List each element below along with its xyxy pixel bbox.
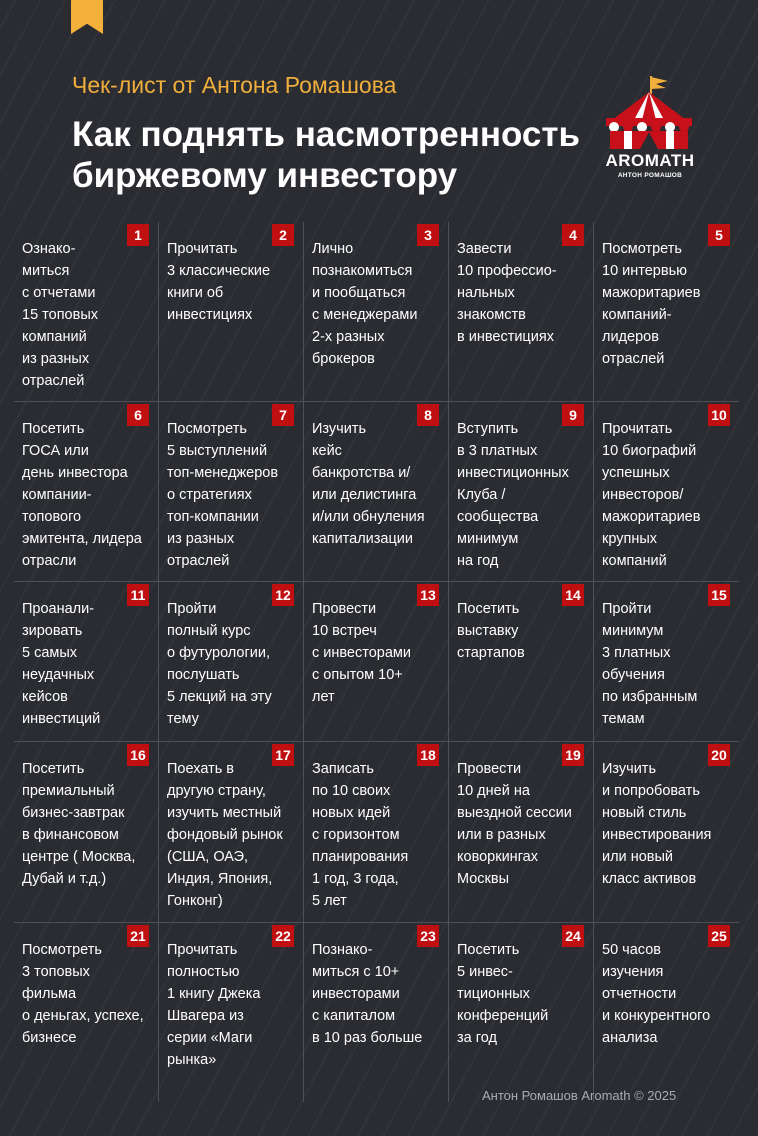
item-text: Проанали- зировать 5 самых неудачных кейсов инвестиций (22, 601, 101, 727)
item-number-badge: 12 (272, 584, 294, 606)
item-text: Лично познакомиться и пообщаться с менеджерами 2-х разных брокеров (312, 241, 418, 367)
checklist-item (449, 222, 594, 402)
checklist-item (159, 402, 304, 582)
item-number-badge: 2 (272, 224, 294, 246)
checklist-item (304, 582, 449, 742)
item-number-badge: 5 (708, 224, 730, 246)
footer-copyright: Антон Ромашов Aromath © 2025 (482, 1088, 677, 1103)
item-number-badge: 6 (127, 404, 149, 426)
checklist-item (594, 582, 739, 742)
checklist-item (304, 742, 449, 923)
item-text: Завести 10 профессио- нальных знакомств в инвестициях (457, 241, 557, 345)
item-text: 50 часов изучения отчетности и конкурентного анализа (602, 942, 711, 1046)
checklist-item (14, 742, 159, 923)
checklist-item (14, 582, 159, 742)
logo-wordmark: AROMATH (605, 151, 695, 170)
checklist-item (449, 742, 594, 923)
checklist-item (449, 402, 594, 582)
item-text: Прочитать полностью 1 книгу Джека Швагера из серии «Маги рынка» (167, 942, 261, 1068)
checklist-item (14, 402, 159, 582)
item-number-badge: 21 (127, 925, 149, 947)
checklist-item (159, 742, 304, 923)
item-number-badge: 1 (127, 224, 149, 246)
item-text: Посетить 5 инвес- тиционных конференций за год (457, 942, 549, 1046)
checklist-item (14, 222, 159, 402)
checklist-item (594, 222, 739, 402)
page-title: Как поднять насмотренность биржевому инвестору (72, 115, 581, 195)
item-text: Познако- миться с 10+ инвесторами с капиталом в 10 раз больше (312, 942, 423, 1046)
item-text: Прочитать 10 биографий успешных инвесторов/ мажоритариев крупных компаний (602, 421, 701, 569)
item-number-badge: 22 (272, 925, 294, 947)
item-text: Вступить в 3 платных инвестиционных Клуба / сообщества минимум на год (457, 421, 569, 569)
checklist-item (14, 923, 159, 1102)
item-number-badge: 23 (417, 925, 439, 947)
item-text: Ознако- миться с отчетами 15 топовых компаний из разных отраслей (22, 241, 98, 389)
item-number-badge: 17 (272, 744, 294, 766)
item-number-badge: 11 (127, 584, 149, 606)
item-text: Посмотреть 10 интервью мажоритариев компаний- лидеров отраслей (602, 241, 701, 367)
item-number-badge: 9 (562, 404, 584, 426)
checklist-item (159, 582, 304, 742)
checklist-item (304, 402, 449, 582)
item-number-badge: 14 (562, 584, 584, 606)
item-text: Прочитать 3 классические книги об инвестициях (167, 241, 271, 323)
item-text: Записать по 10 своих новых идей с горизонтом планирования 1 год, 3 года, 5 лет (312, 761, 409, 909)
checklist-item (449, 582, 594, 742)
item-number-badge: 13 (417, 584, 439, 606)
item-text: Посетить премиальный бизнес-завтрак в финансовом центре ( Москва, Дубай и т.д.) (22, 761, 136, 887)
checklist-item (594, 402, 739, 582)
logo-caption: АНТОН РОМАШОВ (617, 172, 683, 179)
item-number-badge: 3 (417, 224, 439, 246)
checklist-grid (14, 222, 739, 1102)
checklist-item (449, 923, 594, 1102)
page-subtitle: Чек-лист от Антона Ромашова (72, 72, 397, 98)
item-text: Посмотреть 3 топовых фильма о деньгах, успехе, бизнесе (22, 942, 144, 1046)
item-number-badge: 25 (708, 925, 730, 947)
item-text: Провести 10 дней на выездной сессии или в разных коворкингах Москвы (457, 761, 572, 887)
item-text: Посетить ГОСА или день инвестора компании- топового эмитента, лидера отрасли (22, 421, 142, 569)
item-text: Пройти минимум 3 платных обучения по избранным темам (602, 601, 698, 727)
checklist-item (304, 222, 449, 402)
item-text: Изучить кейс банкротства и/ или делистинга и/или обнуления капитализации (312, 421, 425, 547)
checklist-item (159, 923, 304, 1102)
bookmark-icon (71, 0, 103, 34)
checklist-item (159, 222, 304, 402)
item-number-badge: 18 (417, 744, 439, 766)
item-number-badge: 19 (562, 744, 584, 766)
item-number-badge: 20 (708, 744, 730, 766)
item-number-badge: 7 (272, 404, 294, 426)
item-number-badge: 10 (708, 404, 730, 426)
item-text: Посмотреть 5 выступлений топ-менеджеров о стратегиях топ-компании из разных отраслей (167, 421, 279, 569)
item-text: Поехать в другую страну, изучить местный фондовый рынок (США, ОАЭ, Индия, Япония, Гонконг) (167, 761, 283, 909)
checklist-item (304, 923, 449, 1102)
item-text: Изучить и попробовать новый стиль инвестирования или новый класс активов (602, 761, 712, 887)
item-text: Посетить выставку стартапов (457, 601, 525, 661)
item-number-badge: 15 (708, 584, 730, 606)
item-number-badge: 8 (417, 404, 439, 426)
checklist-item (594, 923, 739, 1102)
item-number-badge: 4 (562, 224, 584, 246)
item-number-badge: 16 (127, 744, 149, 766)
item-number-badge: 24 (562, 925, 584, 947)
item-text: Провести 10 встреч с инвесторами с опытом 10+ лет (312, 601, 411, 705)
checklist-item (594, 742, 739, 923)
item-text: Пройти полный курс о футурологии, послушать 5 лекций на эту тему (167, 601, 272, 727)
